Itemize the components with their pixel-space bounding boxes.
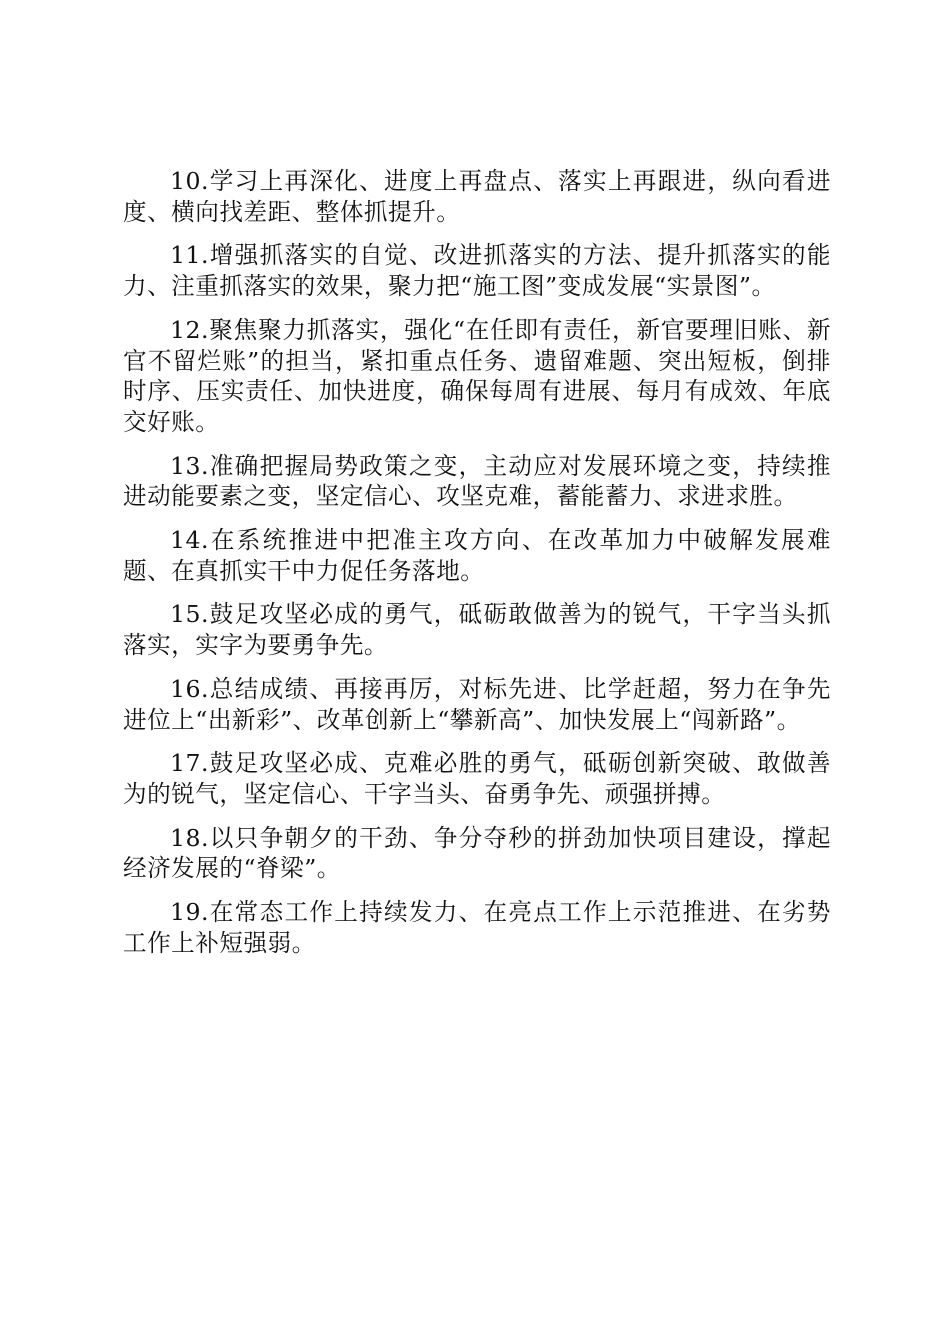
document-page (123, 166, 831, 971)
paragraph-14: 14.在系统推进中把准主攻方向、在改革加力中破解发展难题、在真抓实干中力促任务落地。 (123, 526, 831, 585)
paragraph-12: 12.聚焦聚力抓落实，强化“在任即有责任，新官要理旧账、新官不留烂账”的担当，紧扣重点任务、遗留难题、突出短板，倒排时序、压实责任、加快进度，确保每周有进展、每月有成效、年底交好账。 (123, 315, 831, 436)
paragraph-15: 15.鼓足攻坚必成的勇气，砥砺敢做善为的锐气，干字当头抓落实，实字为要勇争先。 (123, 600, 831, 660)
paragraph-16: 16.总结成绩、再接再厉，对标先进、比学赶超，努力在争先进位上“出新彩”、改革创新上“攀新高”、加快发展上“闯新路”。 (123, 674, 831, 734)
paragraph-13: 13.准确把握局势政策之变，主动应对发展环境之变，持续推进动能要素之变，坚定信心、攻坚克难，蓄能蓄力、求进求胜。 (123, 451, 831, 511)
paragraph-19: 19.在常态工作上持续发力、在亮点工作上示范推进、在劣势工作上补短强弱。 (123, 898, 831, 957)
paragraph-18: 18.以只争朝夕的干劲、争分夺秒的拼劲加快项目建设，撑起经济发展的“脊梁”。 (123, 823, 831, 883)
paragraph-10: 10.学习上再深化、进度上再盘点、落实上再跟进，纵向看进度、横向找差距、整体抓提升。 (123, 167, 831, 226)
paragraph-17: 17.鼓足攻坚必成、克难必胜的勇气，砥砺创新突破、敢做善为的锐气，坚定信心、干字当头、奋勇争先、顽强拼搏。 (123, 749, 831, 808)
paragraph-11: 11.增强抓落实的自觉、改进抓落实的方法、提升抓落实的能力、注重抓落实的效果，聚力把“施工图”变成发展“实景图”。 (123, 241, 831, 301)
